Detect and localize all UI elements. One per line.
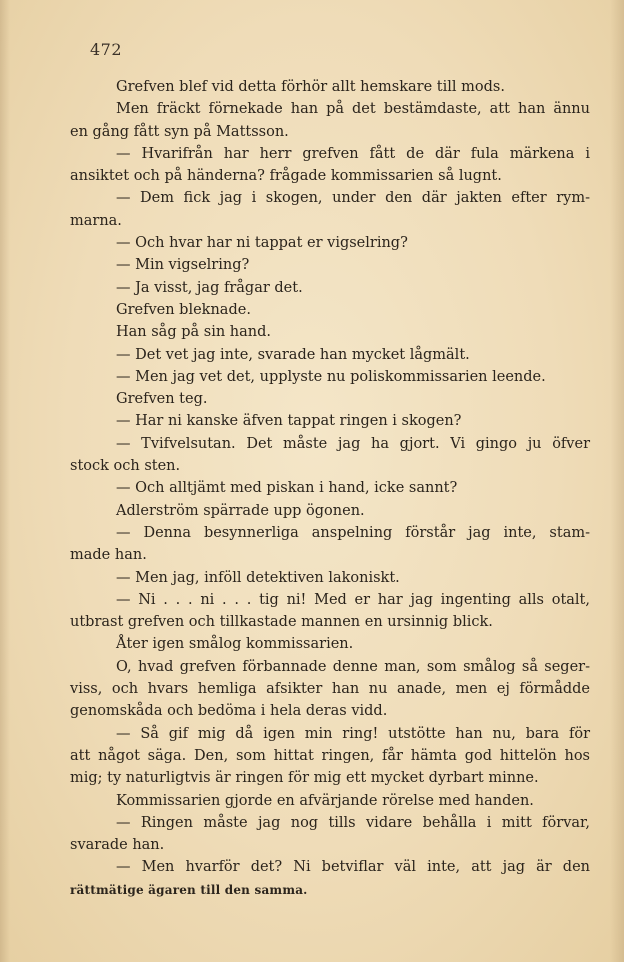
text-line: made han. <box>70 547 147 564</box>
text-line: svarade han. <box>70 837 165 854</box>
text-line: — Ni . . . ni . . . tig ni! Med er har jag ingenting alls otalt, <box>116 591 590 608</box>
text-line: marna. <box>70 212 122 229</box>
text-line: — Min vigselring? <box>116 257 250 274</box>
page-number: 472 <box>90 40 123 59</box>
page-fold-shadow <box>0 0 10 962</box>
text-line: Åter igen smålog kommissarien. <box>116 636 354 653</box>
text-line: utbrast grefven och tillkastade mannen en ursinnig blick. <box>70 614 493 631</box>
text-line: — Så gif mig då igen min ring! utstötte han nu, bara för <box>116 725 590 742</box>
text-line: — Dem fick jag i skogen, under den där jakten efter rym- <box>116 190 590 207</box>
text-line: — Hvarifrån har herr grefven fått de där fula märkena i <box>116 145 590 162</box>
text-line: rättmätige ägaren till den samma. <box>70 882 308 897</box>
text-line: — Det vet jag inte, svarade han mycket lågmält. <box>116 346 470 363</box>
text-line: stock och sten. <box>70 458 181 475</box>
text-line: Grefven bleknade. <box>116 301 251 318</box>
text-line: — Men hvarför det? Ni betviflar väl inte, att jag är den <box>116 859 590 876</box>
text-line: att något säga. Den, som hittat ringen, får hämta god hittelön hos <box>70 747 590 764</box>
text-line: viss, och hvars hemliga afsikter han nu anade, men ej förmådde <box>70 681 590 698</box>
text-line: Grefven teg. <box>116 391 208 408</box>
text-line: Kommissarien gjorde en afvärjande rörelse med handen. <box>116 792 534 809</box>
text-body <box>70 76 590 901</box>
text-line: en gång fått syn på Mattsson. <box>70 123 289 140</box>
text-line: genomskåda och bedöma i hela deras vidd. <box>70 703 388 720</box>
text-line: — Men jag, inföll detektiven lakoniskt. <box>116 569 400 586</box>
text-line: mig; ty naturligtvis är ringen för mig ett mycket dyrbart minne. <box>70 770 539 787</box>
text-line: Adlerström spärrade upp ögonen. <box>116 502 365 519</box>
text-line: — Ringen måste jag nog tills vidare behålla i mitt förvar, <box>116 814 590 831</box>
text-line: — Denna besynnerliga anspelning förstår jag inte, stam- <box>116 524 590 541</box>
text-line: — Men jag vet det, upplyste nu poliskommissarien leende. <box>116 368 546 385</box>
text-line: — Tvifvelsutan. Det måste jag ha gjort. Vi gingo ju öfver <box>116 435 590 452</box>
text-line: Men fräckt förnekade han på det bestämdaste, att han ännu <box>116 101 590 118</box>
text-line: Han såg på sin hand. <box>116 324 271 341</box>
text-line: — Och alltjämt med piskan i hand, icke sannt? <box>116 480 458 497</box>
text-line: — Och hvar har ni tappat er vigselring? <box>116 235 408 252</box>
text-line: ansiktet och på händerna? frågade kommissarien så lugnt. <box>70 168 502 185</box>
text-line: O, hvad grefven förbannade denne man, som smålog så seger- <box>116 658 590 675</box>
text-line: — Har ni kanske äfven tappat ringen i skogen? <box>116 413 462 430</box>
text-line: — Ja visst, jag frågar det. <box>116 279 303 296</box>
page-edge-shadow <box>610 0 624 962</box>
text-line: Grefven blef vid detta förhör allt hemskare till mods. <box>116 79 505 95</box>
